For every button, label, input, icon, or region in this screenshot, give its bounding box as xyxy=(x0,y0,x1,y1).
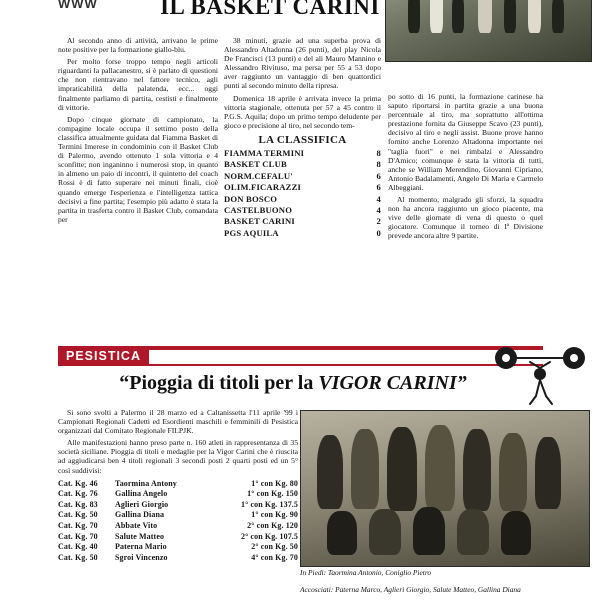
paragraph: Al secondo anno di attività, arrivano le prime note positive per la formazione giallo-blu. xyxy=(58,36,218,55)
team-points: 6 xyxy=(376,170,381,181)
article-column-1 xyxy=(58,36,218,227)
list-item xyxy=(58,489,298,500)
result: 2° con Kg. 120 xyxy=(247,521,298,531)
paragraph: Si sono svolti a Palermo il 28 marzo ed a Caltanissetta l'11 aprile '99 i Campionati Regionali Cadetti ed Esordienti maschili e femminili di Pesistica organizzati dal Comitato Regionale FILPJK. xyxy=(58,408,298,436)
team-points: 6 xyxy=(376,182,381,193)
team-points: 4 xyxy=(376,193,381,204)
team-name: BASKET CLUB xyxy=(224,159,287,170)
table-row xyxy=(224,228,381,239)
team-name: FIAMMA TERMINI xyxy=(224,148,305,159)
athlete-name: Salute Matteo xyxy=(115,531,165,541)
list-item xyxy=(58,553,298,564)
photo-figures xyxy=(301,411,589,566)
category: Cat. Kg. 83 xyxy=(58,499,98,509)
athlete-name: Abbate Vito xyxy=(115,521,158,531)
standings-table xyxy=(224,148,381,239)
team-photo xyxy=(300,410,590,567)
result: 1° con Kg. 80 xyxy=(251,478,298,488)
www-mark: WWW xyxy=(58,0,98,11)
result: 1° con Kg. 90 xyxy=(251,510,298,520)
category: Cat. Kg. 70 xyxy=(58,531,98,541)
table-row xyxy=(224,205,381,216)
standings-title: LA CLASSIFICA xyxy=(258,133,347,146)
photo-figures xyxy=(386,0,591,61)
paragraph: Dopo cinque giornate di campionato, la compagine locale occupa il settimo posto della classifica attualmente guidata dal Fiamma Basket di Termini Imerese in condominio con il Basket Club di Palermo, avendo ottenuto 1 sola vittoria e 4 sconfitte; non inganinno i numerosi stop, in quanto in almeno un paio di incontri, il quintetto del coach Rossi è di fatto superare nei minuti finali, cioè quando emerge l'esperienza e l'intelligenza tattica decisivi a fine partita; l'esempio più adatto è stata la partita in trasferta contro il Basket Club, comandata per xyxy=(58,114,218,224)
paragraph: 38 minuti, grazie ad una superba prova di Alessandro Altadonna (26 punti), del play Nicola De Francisci (13 punti) e del ali Mauro Mannino e Alessandro Rivituso, ma persa per 55 a 53 dopo aver raggiunto un vantaggio di ben quattordici punti al secondo minuto della ripresa. xyxy=(224,36,381,91)
team-points: 8 xyxy=(376,148,381,159)
headline-plain: “Pioggia di titoli per la xyxy=(119,372,319,394)
category: Cat. Kg. 50 xyxy=(58,510,98,520)
section-rule-bottom xyxy=(58,364,543,366)
team-points: 0 xyxy=(376,227,381,238)
paragraph: Al momento, malgrado gli sforzi, la squadra non ha ancora raggiunto un gioco piacente, ma vive delle giornate di vena di questo o quel giocatore. Comunque il torneo di Iª Divisione prevede ancora altre 9 partite. xyxy=(388,195,543,241)
list-item xyxy=(58,500,298,511)
table-row xyxy=(224,159,381,170)
result: 1° con Kg. 137.5 xyxy=(240,499,298,509)
result: 1° con Kg. 150 xyxy=(247,489,298,499)
team-points: 2 xyxy=(376,216,381,227)
team-points: 4 xyxy=(376,205,381,216)
section-headline xyxy=(58,372,528,395)
photo-caption-line-1: In Piedi: Taormina Antonio, Coniglio Pietro xyxy=(300,568,432,577)
list-item xyxy=(58,479,298,490)
article-column-4 xyxy=(58,408,298,563)
team-name: CASTELBUONO xyxy=(224,205,293,216)
category: Cat. Kg. 40 xyxy=(58,542,98,552)
paragraph: Domenica 18 aprile è arrivata invece la prima vittoria stagionale, ottenuta per 57 a 45 contro il P.G.S. Aquila; dopo un primo tempo deludente per gioco e precisione al tiro, nel secondo tem- xyxy=(224,93,381,130)
team-name: NORM.CEFALU' xyxy=(224,170,293,181)
team-name: DON BOSCO xyxy=(224,193,278,204)
table-row xyxy=(224,182,381,193)
category: Cat. Kg. 76 xyxy=(58,489,98,499)
athlete-name: Sgroi Vincenzo xyxy=(115,552,168,562)
table-row xyxy=(224,216,381,227)
team-points: 8 xyxy=(376,159,381,170)
list-item xyxy=(58,521,298,532)
athlete-name: Taormina Antony xyxy=(115,478,177,488)
category: Cat. Kg. 46 xyxy=(58,478,98,488)
list-item xyxy=(58,510,298,521)
list-item xyxy=(58,532,298,543)
headline-italic: VIGOR CARINI” xyxy=(318,372,467,394)
athlete-name: Gallina Angelo xyxy=(115,489,168,499)
basketball-photo xyxy=(385,0,592,62)
result: 2° con Kg. 107.5 xyxy=(240,531,298,541)
article-column-2 xyxy=(224,36,381,239)
table-row xyxy=(224,194,381,205)
table-row xyxy=(224,148,381,159)
team-name: PGS AQUILA xyxy=(224,227,279,238)
photo-caption-line-2: Accosciati: Paterna Marco, Aglieri Giorgio, Salute Matteo, Gallina Diana xyxy=(300,585,521,594)
result: 4° con Kg. 70 xyxy=(251,552,298,562)
paragraph: po sotto di 16 punti, la formazione carinese ha saputo riportarsi in partita grazie a una buona percentuale al tiro, ma soprattutto all'ottima prestazione fornita da Giuseppe Scavo (23 punti), decisivo al tiro e negli assist. Buone prove hanno fornito anche Lorenzo Altadonna importante nei "taglia fuori" e nei rimbalzi e Alessandro D'Amico; comunque è stata la vittoria di tutti, anche se William Merendino, Giovanni Cipriano, Antonio Badalamenti, Angelo Di Maria e Carmelo Albeggiani. xyxy=(388,92,543,192)
athlete-name: Aglieri Giorgio xyxy=(115,499,169,509)
athlete-name: Paterna Mario xyxy=(115,542,167,552)
team-name: OLIM.FICARAZZI xyxy=(224,182,302,193)
results-list xyxy=(58,479,298,564)
section-band-pesistica xyxy=(58,346,543,366)
paragraph: Alle manifestazioni hanno preso parte n. 160 atleti in rappresentanza di 35 società siciliane. Pioggia di titoli e medaglie per la Vigor Carini che è riuscita ad aggiudicarsi ben 4 titoli regionali 3 secondi posti 2 quarti posti ed un 5° così suddivisi: xyxy=(58,438,298,475)
team-name: BASKET CARINI xyxy=(224,216,295,227)
table-row xyxy=(224,171,381,182)
paragraph: Per molto forse troppo tempo negli articoli riguardanti la pallacanestro, si è parlato di questioni che non rientravano nel fattore tecnico, agli impraticabilità della palatenda, ecc... oggi finalmente parliamo di partita, cestisti e finalmente di vittorie. xyxy=(58,57,218,112)
article-column-3 xyxy=(388,92,543,244)
weightlifter-illustration xyxy=(492,344,588,408)
athlete-name: Gallina Diana xyxy=(115,510,165,520)
category: Cat. Kg. 70 xyxy=(58,521,98,531)
list-item xyxy=(58,542,298,553)
section-tag: PESISTICA xyxy=(58,348,149,365)
page-title: IL BASKET CARINI xyxy=(160,0,380,19)
result: 2° con Kg. 50 xyxy=(251,542,298,552)
category: Cat. Kg. 50 xyxy=(58,552,98,562)
